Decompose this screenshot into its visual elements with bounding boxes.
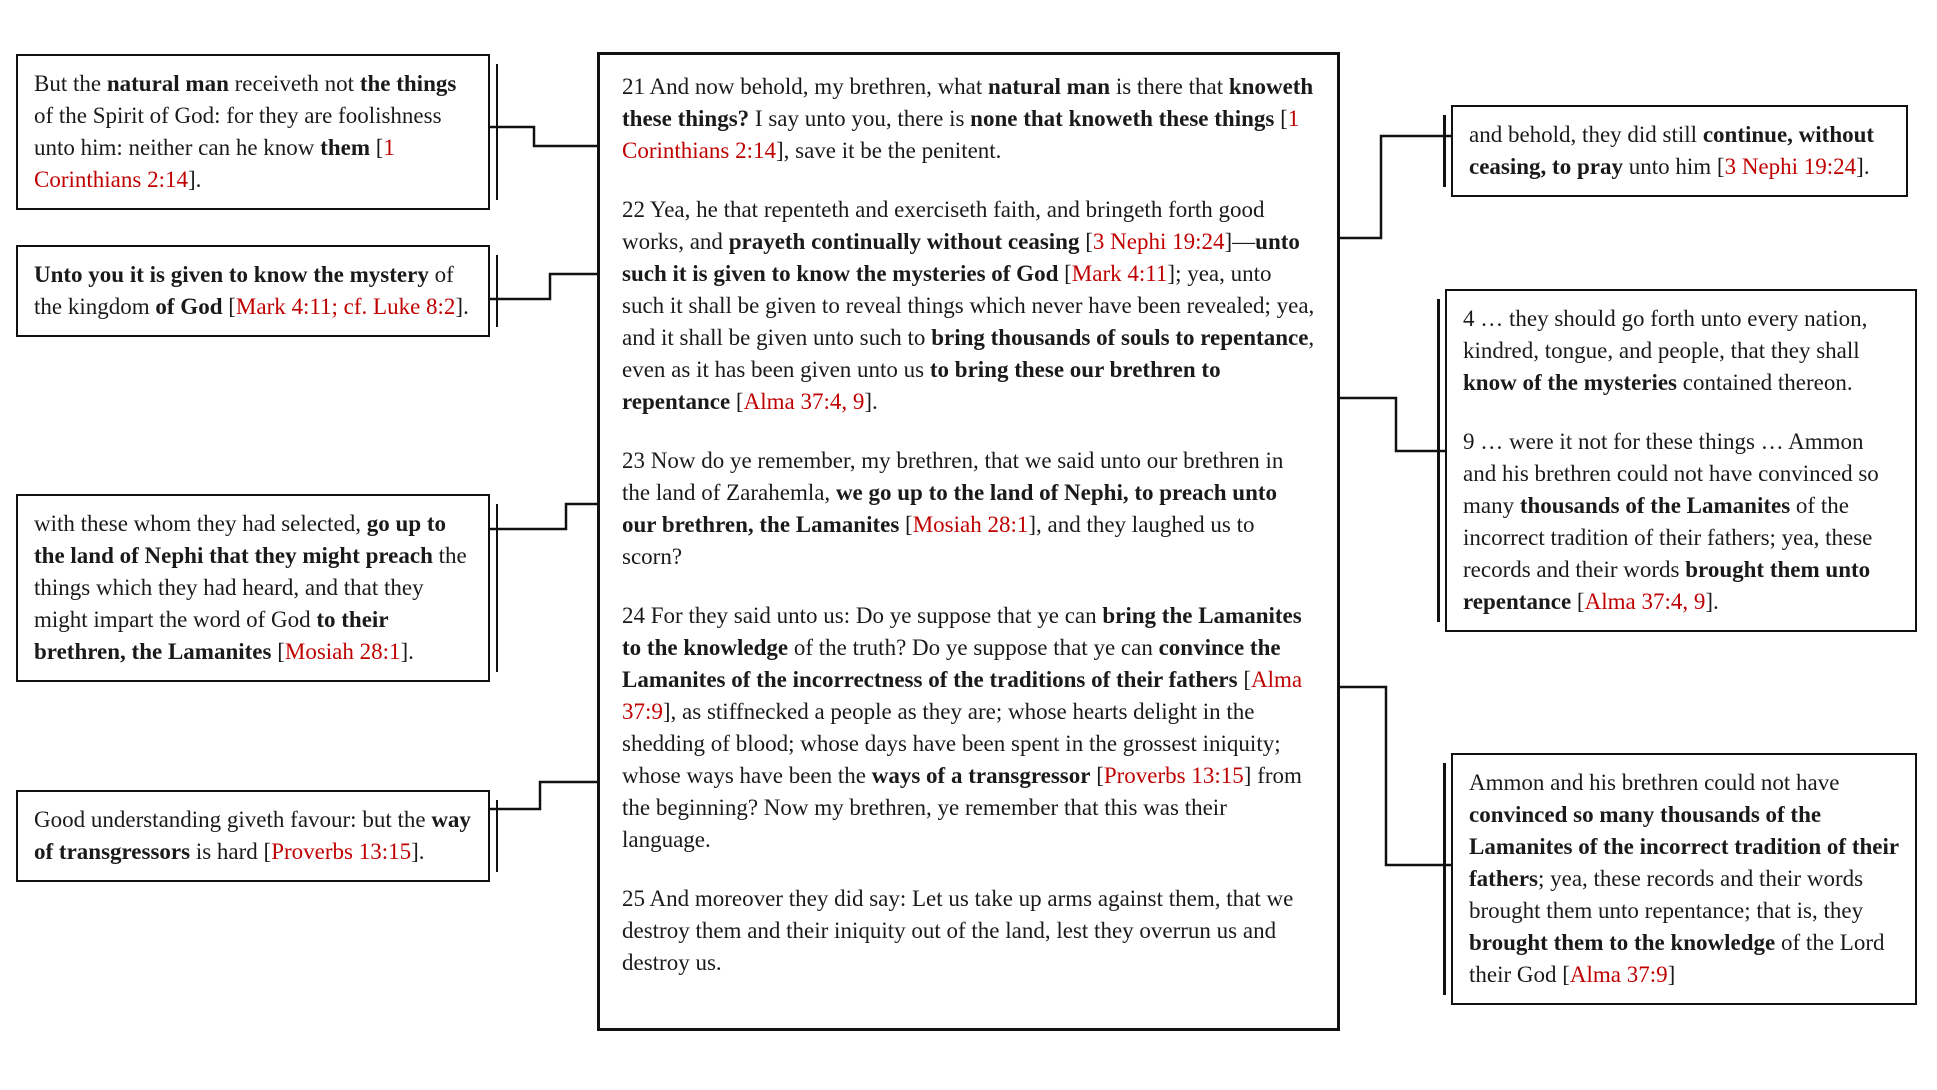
text-segment: ]. (187, 167, 202, 192)
text-segment: know of the mysteries (1463, 370, 1677, 395)
scripture-reference: Mark 4:11 (1071, 261, 1168, 286)
callout-proverbs-13-15 (16, 790, 490, 882)
paragraph (622, 600, 1315, 856)
text-segment: 4 … they should go forth unto every nation, kindred, tongue, and people, that they shall (1463, 306, 1868, 363)
text-segment: [ (1058, 261, 1072, 286)
text-segment: is hard [ (190, 839, 272, 864)
text-segment: 24 For they said unto us: Do ye suppose that ye can (622, 603, 1103, 628)
text-segment: ]. (455, 294, 469, 319)
text-segment: ] (1667, 962, 1676, 987)
text-segment: prayeth continually without ceasing (728, 229, 1080, 254)
text-segment: go up to the land of Nephi that they might preach (34, 511, 447, 568)
text-segment: 9 … were it not for these things … Ammon and his brethren could not have convinced so many (1463, 429, 1879, 518)
text-segment: and behold, they did still (1469, 122, 1703, 147)
connector-mosiah-28-1 (490, 504, 597, 529)
text-segment: unto him [ (1622, 154, 1725, 179)
text-segment: the things which they had heard, and that they might impart the word of God (34, 543, 467, 632)
paragraph (622, 194, 1315, 418)
callout-alma-37-9 (1451, 753, 1917, 1005)
scripture-reference: Mosiah 28:1 (284, 639, 401, 664)
text-segment: 22 Yea, he that repenteth and exerciseth faith, and bringeth forth good works, and (622, 197, 1265, 254)
callout-3-nephi-19-24 (1451, 105, 1908, 197)
paragraph (1469, 119, 1890, 183)
text-segment: bring thousands of souls to repentance (931, 325, 1309, 350)
text-segment: ], as stiffnecked a people as they are; whose hearts delight in the shedding of blood; whose days have been spent in the grossest iniquity; whose ways have been the (622, 699, 1281, 788)
scripture-reference: Alma 37:9 (1569, 962, 1668, 987)
text-segment: the things (359, 71, 457, 96)
verse-text-box (597, 52, 1340, 1031)
text-segment: ]. (400, 639, 414, 664)
text-segment: But the (34, 71, 107, 96)
scripture-reference: 3 Nephi 19:24 (1092, 229, 1225, 254)
scripture-reference: Proverbs 13:15 (1103, 763, 1244, 788)
paragraph (622, 445, 1315, 573)
text-segment: [ (1090, 763, 1104, 788)
text-segment: of God (155, 294, 223, 319)
text-segment: I say unto you, there is (749, 106, 971, 131)
paragraph (34, 508, 472, 668)
text-segment: ], and they laughed us to scorn? (622, 512, 1255, 569)
text-segment: brought them unto repentance (1463, 557, 1871, 614)
text-segment: to their brethren, the Lamanites (34, 607, 389, 664)
scripture-reference: 1 Corinthians 2:14 (34, 135, 395, 192)
text-segment: [ (730, 389, 744, 414)
text-segment: of the Spirit of God: for they are foolishness unto him: neither can he know (34, 103, 442, 160)
text-segment: convince the Lamanites of the incorrectness of the traditions of their fathers (622, 635, 1281, 692)
text-segment: [ (1237, 667, 1251, 692)
text-segment: [ (1571, 589, 1585, 614)
scripture-reference: 1 Corinthians 2:14 (622, 106, 1300, 163)
connector-3-nephi-19-24 (1340, 136, 1451, 238)
scripture-reference: Alma 37:4, 9 (743, 389, 865, 414)
text-segment: of the Lord their God [ (1469, 930, 1885, 987)
scripture-reference: Alma 37:9 (622, 667, 1303, 724)
text-segment: brought them to the knowledge (1469, 930, 1776, 955)
text-segment: ]— (1224, 229, 1256, 254)
text-segment: to bring these our brethren to repentance (622, 357, 1221, 414)
text-segment: is there that (1110, 74, 1229, 99)
text-segment: of the kingdom (34, 262, 454, 319)
text-segment: none that knoweth these things (970, 106, 1275, 131)
paragraph (1463, 303, 1899, 399)
text-segment: natural man (106, 71, 229, 96)
text-segment: ], save it be the penitent. (775, 138, 1002, 163)
text-segment: ]. (411, 839, 425, 864)
paragraph (1469, 767, 1899, 991)
text-segment: receiveth not (228, 71, 360, 96)
text-segment: ]. (1856, 154, 1870, 179)
scripture-reference: Proverbs 13:15 (271, 839, 412, 864)
text-segment: with these whom they had selected, (34, 511, 367, 536)
text-segment: 21 And now behold, my brethren, what (622, 74, 989, 99)
connector-proverbs-13-15 (490, 782, 597, 809)
text-segment: [ (369, 135, 384, 160)
text-segment: [ (222, 294, 236, 319)
paragraph (1463, 426, 1899, 618)
text-segment: ]. (1705, 589, 1719, 614)
text-segment: ] from the beginning? Now my brethren, ye remember that this was their language. (622, 763, 1302, 852)
paragraph (622, 71, 1315, 167)
text-segment: knoweth these things? (622, 74, 1314, 131)
text-segment: contained thereon. (1677, 370, 1853, 395)
paragraph (622, 883, 1315, 979)
text-segment: thousands of the Lamanites (1519, 493, 1791, 518)
text-segment: natural man (988, 74, 1111, 99)
text-segment: unto such it is given to know the mysteries of God (622, 229, 1300, 286)
text-segment: bring the Lamanites to the knowledge (622, 603, 1302, 660)
paragraph (34, 804, 472, 868)
text-segment: continue, without ceasing, to pray (1469, 122, 1875, 179)
scripture-reference: Alma 37:4, 9 (1584, 589, 1706, 614)
text-segment: Ammon and his brethren could not have (1469, 770, 1840, 795)
text-segment: , even as it has been given unto us (622, 325, 1315, 382)
scripture-reference: Mosiah 28:1 (912, 512, 1029, 537)
connector-1-corinthians-2-14 (490, 127, 597, 146)
text-segment: Good understanding giveth favour: but the (34, 807, 432, 832)
text-segment: [ (1079, 229, 1093, 254)
text-segment: ]. (864, 389, 878, 414)
text-segment: 25 And moreover they did say: Let us take up arms against them, that we destroy them and their iniquity out of the land, lest they overrun us and destroy us. (622, 886, 1294, 975)
text-segment: we go up to the land of Nephi, to preach unto our brethren, the Lamanites (622, 480, 1278, 537)
text-segment: of the truth? Do ye suppose that ye can (788, 635, 1159, 660)
text-segment: [ (899, 512, 913, 537)
text-segment: ; yea, these records and their words brought them unto repentance; that is, they (1469, 866, 1864, 923)
text-segment: 23 Now do ye remember, my brethren, that we said unto our brethren in the land of Zarahemla, (622, 448, 1284, 505)
paragraph (34, 259, 472, 323)
text-segment: ways of a transgressor (871, 763, 1091, 788)
callout-1-corinthians-2-14 (16, 54, 490, 210)
scripture-reference: Mark 4:11; cf. Luke 8:2 (235, 294, 456, 319)
connector-alma-37-9 (1340, 687, 1451, 865)
callout-mark-4-11 (16, 245, 490, 337)
text-segment: Unto you it is given to know the mystery (34, 262, 429, 287)
text-segment: way of transgressors (34, 807, 471, 864)
connector-mark-4-11 (490, 274, 597, 299)
callout-alma-37-4-9 (1445, 289, 1917, 632)
text-segment: ]; yea, unto such it shall be given to reveal things which never have been revealed; yea, and it shall be given unto such to (622, 261, 1315, 350)
callout-mosiah-28-1 (16, 494, 490, 682)
text-segment: of the incorrect tradition of their fathers; yea, these records and their words (1463, 493, 1873, 582)
text-segment: convinced so many thousands of the Lamanites of the incorrect tradition of their fathers (1469, 802, 1899, 891)
text-segment: [ (271, 639, 285, 664)
text-segment: [ (1274, 106, 1288, 131)
scripture-reference: 3 Nephi 19:24 (1724, 154, 1857, 179)
text-segment: them (320, 135, 370, 160)
paragraph (34, 68, 472, 196)
connector-alma-37-4-9 (1340, 398, 1445, 451)
